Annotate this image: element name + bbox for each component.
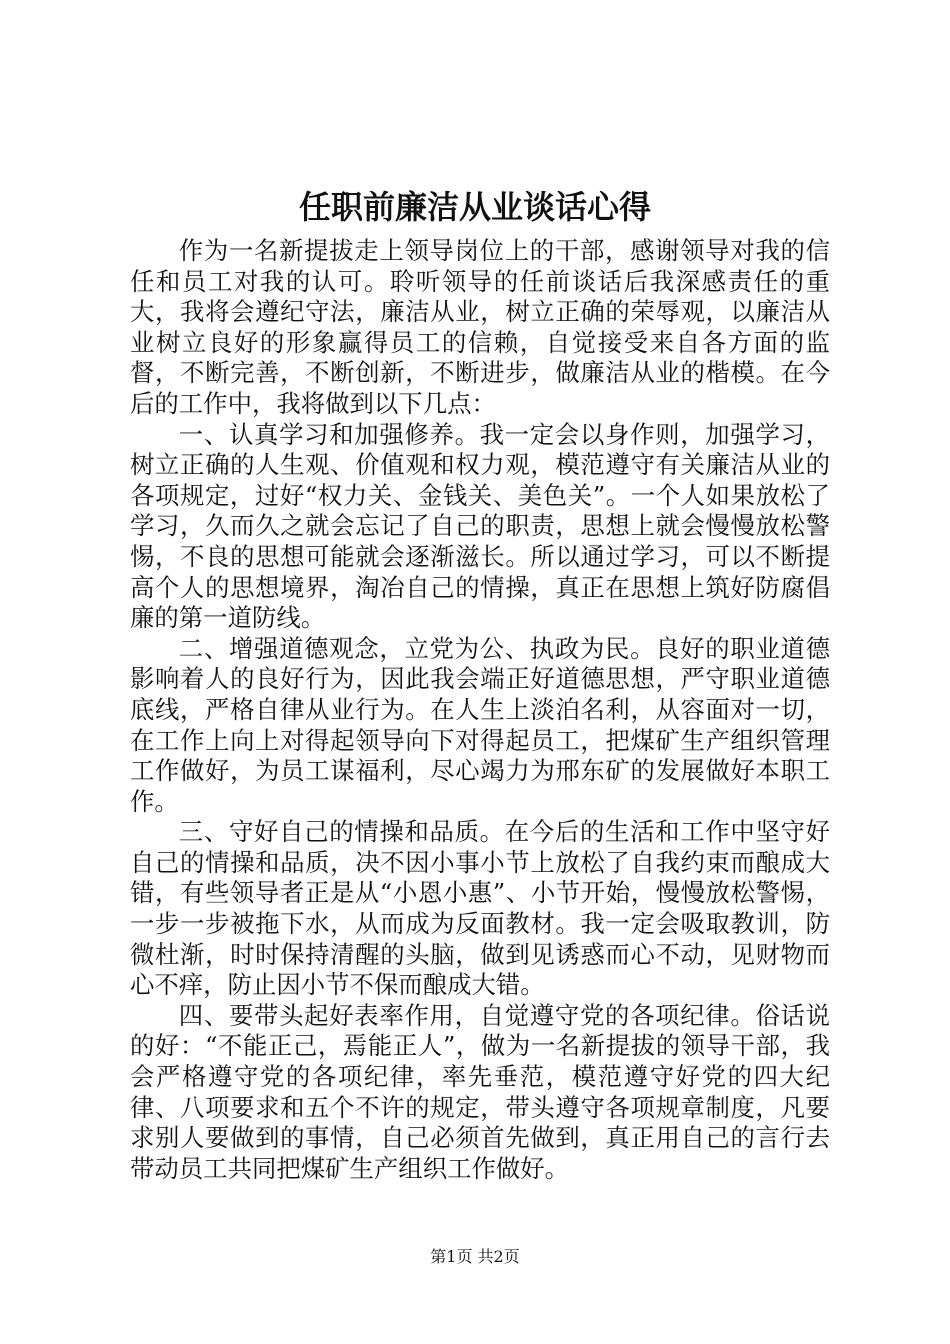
paragraph-point-2: 二、增强道德观念，立党为公、执政为民。良好的职业道德影响着人的良好行为，因此我会端正好道德思想，严守职业道德底线，严格自律从业行为。在人生上淡泊名利，从容面对一切，在工作上向上对得起领导向下对得起员工，把煤矿生产组织管理工作做好，为员工谋福利，尽心竭力为邢东矿的发展做好本职工作。 (130, 633, 830, 816)
document-title: 任职前廉洁从业谈话心得 (298, 188, 651, 226)
paragraph-point-3: 三、守好自己的情操和品质。在今后的生活和工作中坚守好自己的情操和品质，决不因小事小节上放松了自我约束而酿成大错，有些领导者正是从“小恩小惠”、小节开始，慢慢放松警惕，一步一步被拖下水，从而成为反面教材。我一定会吸取教训，防微杜渐，时时保持清醒的头脑，做到见诱惑而心不动，见财物而心不痒，防止因小节不保而酿成大错。 (130, 817, 830, 1000)
paragraph-point-4: 四、要带头起好表率作用，自觉遵守党的各项纪律。俗话说的好：“不能正己，焉能正人”，做为一名新提拔的领导干部，我会严格遵守党的各项纪律，率先垂范，模范遵守好党的四大纪律、八项要求和五个不许的规定，带头遵守各项规章制度，凡要求别人要做到的事情，自己必须首先做到，真正用自己的言行去带动员工共同把煤矿生产组织工作做好。 (130, 1000, 830, 1183)
paragraph-intro: 作为一名新提拔走上领导岗位上的干部，感谢领导对我的信任和员工对我的认可。聆听领导的任前谈话后我深感责任的重大，我将会遵纪守法，廉洁从业，树立正确的荣辱观，以廉洁从业树立良好的形象赢得员工的信赖，自觉接受来自各方面的监督，不断完善，不断创新，不断进步，做廉洁从业的楷模。在今后的工作中，我将做到以下几点： (130, 236, 830, 418)
document-body (130, 236, 830, 1184)
page-number-footer: 第1页 共2页 (430, 1247, 520, 1266)
paragraph-point-1: 一、认真学习和加强修养。我一定会以身作则，加强学习，树立正确的人生观、价值观和权力观，模范遵守有关廉洁从业的各项规定，过好“权力关、金钱关、美色关”。一个人如果放松了学习，久而久之就会忘记了自己的职责，思想上就会慢慢放松警惕，不良的思想可能就会逐渐滋长。所以通过学习，可以不断提高个人的思想境界，淘冶自己的情操，真正在思想上筑好防腐倡廉的第一道防线。 (130, 419, 830, 633)
